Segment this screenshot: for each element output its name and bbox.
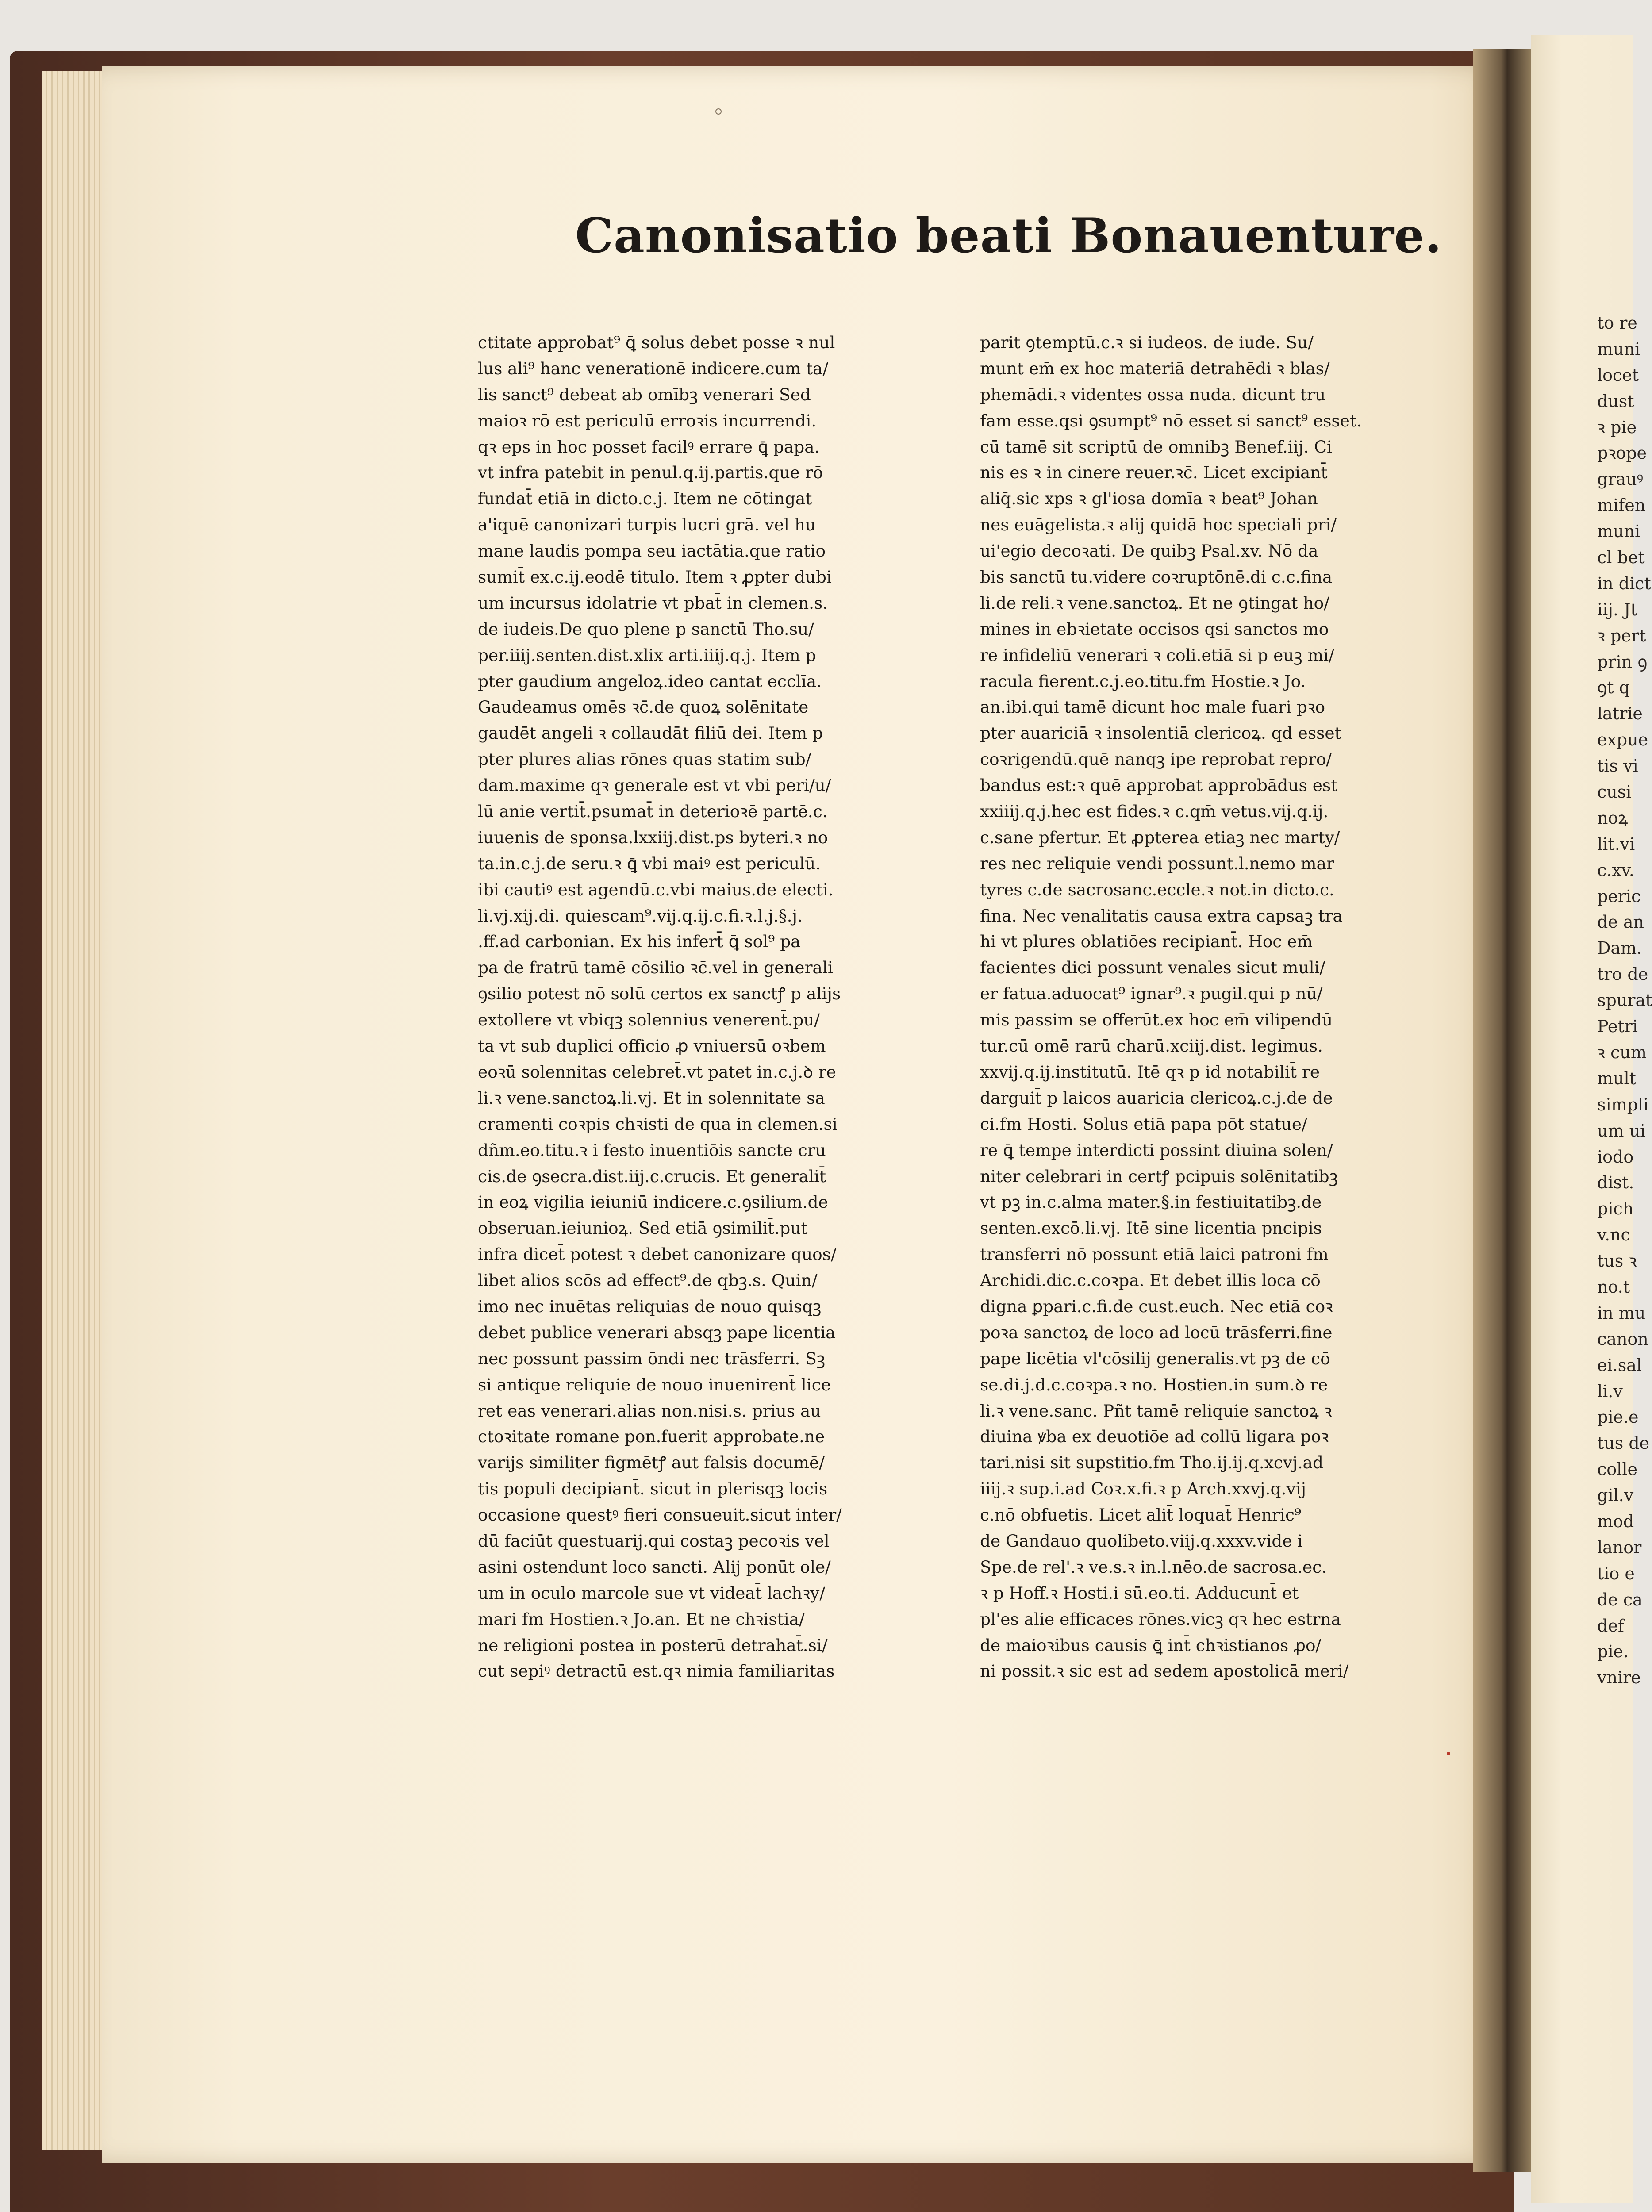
- text-line: se.di.j.d.c.coꝛpa.ꝛ no. Hostien.in sum.ꝺ re: [980, 1375, 1328, 1394]
- text-line: cū tamē sit scriptū de omnibꝫ Benef.iij. Ci: [980, 437, 1332, 457]
- text-line: nis es ꝛ in cinere reuer.ꝛc̄. Licet excipiant̄: [980, 463, 1328, 483]
- text-line: niter celebrari in certꝭ pcipuis solēnitatibꝫ: [980, 1166, 1338, 1186]
- margin-line: simpli: [1597, 1094, 1649, 1114]
- text-line: diuina ꝟba ex deuotiōe ad collū ligara poꝛ: [980, 1427, 1329, 1447]
- text-line: nec possunt passim ōndi nec trāsferri. Sꝫ: [478, 1348, 826, 1368]
- text-line: a'iquē canonizari turpis lucri grā. vel hu: [478, 515, 816, 535]
- margin-line: de ca: [1597, 1590, 1643, 1609]
- text-line: ta.in.c.j.de seru.ꝛ ꝗ̄ vbi maiꝰ est periculū.: [478, 853, 821, 873]
- text-line: transferri nō possunt etiā laici patroni fm: [980, 1244, 1329, 1264]
- text-line: cramenti coꝛpis chꝛisti de qua in clemen.si: [478, 1114, 838, 1134]
- text-line: racula fierent.c.j.eo.titu.fm Hostie.ꝛ Jo.: [980, 671, 1306, 691]
- text-line: cut sepiꝰ detractū est.qꝛ nimia familiaritas: [478, 1661, 835, 1681]
- margin-line: tro de: [1597, 964, 1648, 984]
- margin-line: def: [1597, 1616, 1624, 1636]
- margin-line: de an: [1597, 912, 1644, 932]
- margin-line: iij. Jt: [1597, 599, 1637, 619]
- margin-line: iodo: [1597, 1147, 1634, 1167]
- text-line: ꝛ p Hoff.ꝛ Hosti.i sū.eo.ti. Adducunt̄ et: [980, 1583, 1299, 1603]
- text-line: an.ibi.qui tamē dicunt hoc male fuari pꝛo: [980, 697, 1325, 717]
- text-line: li.vj.xij.di. quiescam⁹.vij.q.ij.c.fi.ꝛ.l.j.§.j.: [478, 906, 803, 926]
- text-line: iiij.ꝛ sup.i.ad Coꝛ.x.fi.ꝛ p Arch.xxvj.q.vij: [980, 1479, 1306, 1499]
- text-line: iuuenis de sponsa.lxxiij.dist.ps byteri.ꝛ no: [478, 827, 828, 847]
- right-text-column: [980, 330, 1449, 1684]
- text-line: vt infra patebit in penul.q.ij.partis.que rō: [478, 463, 823, 483]
- text-line: sumit̄ ex.c.ij.eodē titulo. Item ꝛ ꝓpter dubi: [478, 567, 832, 587]
- text-line: fundat̄ etiā in dicto.c.j. Item ne cōtingat: [478, 489, 812, 509]
- text-line: pa de fratrū tamē cōsilio ꝛc̄.vel in generali: [478, 958, 833, 978]
- margin-line: Petri: [1597, 1017, 1638, 1037]
- text-line: mane laudis pompa seu iactātia.que ratio: [478, 541, 826, 561]
- margin-line: noꝝ: [1597, 808, 1628, 828]
- text-line: er fatua.aduocat⁹ ignar⁹.ꝛ pugil.qui p nū/: [980, 984, 1323, 1004]
- margin-line: dist.: [1597, 1173, 1634, 1193]
- red-ink-mark: [1447, 1752, 1450, 1755]
- text-line: imo nec inuētas reliquias de nouo quisqꝫ: [478, 1296, 822, 1316]
- text-line: ne religioni postea in posterū detrahat̄.si/: [478, 1635, 828, 1655]
- text-line: bandus est:ꝛ quē approbat approbādus est: [980, 776, 1338, 795]
- text-line: tyres c.de sacrosanc.eccle.ꝛ not.in dicto.c.: [980, 879, 1334, 899]
- text-line: pape licētia vl'cōsilij generalis.vt pꝫ de cō: [980, 1348, 1330, 1368]
- text-line: pter auariciā ꝛ insolentiā clericoꝝ. qd esset: [980, 723, 1341, 743]
- margin-line: tis vi: [1597, 756, 1638, 776]
- text-line: ꝯsilio potest nō solū certos ex sanctꝭ p alijs: [478, 984, 841, 1004]
- text-line: ui'egio decoꝛati. De quibꝫ Psal.xv. Nō da: [980, 541, 1318, 561]
- text-line: re infideliū venerari ꝛ coli.etiā si p euꝫ mi/: [980, 645, 1334, 665]
- text-line: Spe.de rel'.ꝛ ve.s.ꝛ in.l.nēo.de sacrosa.ec.: [980, 1557, 1327, 1577]
- margin-line: pie.e: [1597, 1407, 1639, 1427]
- margin-line: latrie: [1597, 704, 1643, 724]
- text-line: ni possit.ꝛ sic est ad sedem apostolicā meri/: [980, 1661, 1349, 1681]
- text-line: mari fm Hostien.ꝛ Jo.an. Et ne chꝛistia/: [478, 1609, 805, 1629]
- margin-line: colle: [1597, 1459, 1637, 1479]
- margin-line: um ui: [1597, 1121, 1646, 1141]
- text-line: darguit̄ p laicos auaricia clericoꝝ.c.j.de de: [980, 1088, 1333, 1108]
- text-line: bis sanctū tu.videre coꝛruptōnē.di c.c.fina: [980, 567, 1333, 587]
- text-line: libet alios scōs ad effect⁹.de qbꝫ.s. Quin/: [478, 1271, 818, 1290]
- text-line: dñm.eo.titu.ꝛ i festo inuentiōis sancte cru: [478, 1140, 826, 1160]
- margin-line: v.nc: [1597, 1225, 1630, 1245]
- text-line: extollere vt vbiqꝫ solennius venerent̄.pu/: [478, 1010, 820, 1030]
- margin-line: mifen: [1597, 495, 1646, 515]
- text-line: ibi cautiꝰ est agendū.c.vbi maius.de electi.: [478, 879, 834, 899]
- text-line: in eoꝝ vigilia ieiuniū indicere.c.ꝯsilium.de: [478, 1192, 828, 1212]
- text-line: aliq̄.sic xps ꝛ gl'iosa domīa ꝛ beat⁹ Johan: [980, 489, 1318, 509]
- margin-line: prin ꝯ: [1597, 652, 1648, 672]
- margin-line: in dict: [1597, 573, 1651, 593]
- text-line: lis sanct⁹ debeat ab omībꝫ venerari Sed: [478, 384, 811, 404]
- text-line: ctoꝛitate romane pon.fuerit approbate.ne: [478, 1427, 825, 1447]
- text-line: mines in ebꝛietate occisos qsi sanctos mo: [980, 619, 1329, 639]
- text-line: cis.de ꝯsecra.dist.iij.c.crucis. Et generalit̄: [478, 1166, 826, 1186]
- text-line: de iudeis.De quo plene p sanctū Tho.su/: [478, 619, 814, 639]
- margin-line: ei.sal: [1597, 1355, 1642, 1375]
- text-line: fam esse.qsi ꝯsumpt⁹ nō esset si sanct⁹ esset.: [980, 411, 1362, 430]
- margin-line: grauꝰ: [1597, 469, 1644, 489]
- margin-line: tio e: [1597, 1563, 1635, 1583]
- text-line: si antique reliquie de nouo inuenirent̄ lice: [478, 1375, 831, 1394]
- margin-line: expue: [1597, 730, 1648, 750]
- margin-line: mult: [1597, 1068, 1636, 1088]
- left-text-column: [478, 330, 947, 1684]
- text-line: gaudēt angeli ꝛ collaudāt filiū dei. Item p: [478, 723, 823, 743]
- text-line: c.nō obfuetis. Licet alit̄ loquat̄ Henric⁹: [980, 1505, 1302, 1525]
- text-line: ta vt sub duplici officio ꝓ vniuersū oꝛbem: [478, 1036, 826, 1056]
- text-line: c.sane pfertur. Et ꝓpterea etiaꝫ nec marty/: [980, 827, 1340, 847]
- text-line: tur.cū omē rarū charū.xciij.dist. legimus.: [980, 1036, 1323, 1056]
- margin-line: pꝛope: [1597, 443, 1647, 463]
- text-line: de maioꝛibus causis ꝗ̄ int̄ chꝛistianos ꝓo/: [980, 1635, 1322, 1655]
- text-line: senten.excō.li.vj. Itē sine licentia pncipis: [980, 1218, 1322, 1238]
- text-line: li.ꝛ vene.sanctoꝝ.li.vj. Et in solennitate sa: [478, 1088, 825, 1108]
- text-line: ret eas venerari.alias non.nisi.s. prius au: [478, 1401, 821, 1421]
- text-line: lus ali⁹ hanc venerationē indicere.cum ta/: [478, 358, 829, 378]
- text-line: debet publice venerari absqꝫ pape licentia: [478, 1322, 836, 1342]
- text-line: res nec reliquie vendi possunt.l.nemo mar: [980, 853, 1334, 873]
- text-line: um incursus idolatrie vt pbat̄ in clemen.s.: [478, 593, 828, 613]
- margin-line: tus ꝛ: [1597, 1251, 1637, 1271]
- margin-line: gil.v: [1597, 1486, 1634, 1505]
- text-line: dam.maxime qꝛ generale est vt vbi peri/u/: [478, 776, 831, 795]
- text-line: um in oculo marcole sue vt videat̄ lachꝛy/: [478, 1583, 825, 1603]
- text-line: infra dicet̄ potest ꝛ debet canonizare quos/: [478, 1244, 837, 1264]
- margin-line: lanor: [1597, 1537, 1642, 1557]
- margin-line: to re: [1597, 313, 1637, 333]
- margin-line: ꝯt q: [1597, 678, 1630, 698]
- margin-line: muni: [1597, 339, 1640, 359]
- margin-line: pie.: [1597, 1642, 1629, 1662]
- margin-line: lit.vi: [1597, 834, 1635, 854]
- text-line: maioꝛ rō est periculū erroꝛis incurrendi.: [478, 411, 817, 430]
- text-line: hi vt plures oblatiōes recipiant̄. Hoc em̄: [980, 932, 1313, 952]
- text-line: vt pꝫ in.c.alma mater.§.in festiuitatibꝫ.de: [980, 1192, 1322, 1212]
- text-line: facientes dici possunt venales sicut muli/: [980, 958, 1325, 978]
- text-line: varijs similiter figmētꝭ aut falsis documē/: [478, 1453, 825, 1473]
- margin-line: canon: [1597, 1329, 1648, 1349]
- text-line: tis populi decipiant̄. sicut in plerisqꝫ locis: [478, 1479, 828, 1499]
- text-line: li.de reli.ꝛ vene.sanctoꝝ. Et ne ꝯtingat ho/: [980, 593, 1329, 613]
- margin-line: c.xv.: [1597, 860, 1634, 880]
- text-line: pl'es alie efficaces rōnes.vicꝫ qꝛ hec estrna: [980, 1609, 1341, 1629]
- text-line: dū faciūt questuarij.qui costaꝫ pecoꝛis vel: [478, 1531, 830, 1551]
- page-ornament-mark: [715, 108, 722, 115]
- text-line: asini ostendunt loco sancti. Alij ponūt ole/: [478, 1557, 831, 1577]
- margin-line: tus de: [1597, 1433, 1650, 1453]
- text-line: xxvij.q.ij.institutū. Itē qꝛ p id notabilit̄ re: [980, 1062, 1320, 1082]
- text-line: ctitate approbat⁹ ꝗ̄ solus debet posse ꝛ nul: [478, 333, 835, 352]
- next-page-margin-text: [1597, 310, 1652, 1690]
- text-line: pter plures alias rōnes quas statim sub/: [478, 749, 811, 769]
- margin-line: ꝛ cum: [1597, 1042, 1647, 1062]
- text-line: phemādi.ꝛ videntes ossa nuda. dicunt tru: [980, 384, 1326, 404]
- page-heading: Canonisatio beati Bonauenture.: [575, 208, 1442, 264]
- text-line: Archidi.dic.c.coꝛpa. Et debet illis loca cō: [980, 1271, 1321, 1290]
- text-line: Gaudeamus omēs ꝛc̄.de quoꝝ solēnitate: [478, 697, 809, 717]
- text-line: fina. Nec venalitatis causa extra capsaꝫ tra: [980, 906, 1343, 926]
- text-line: poꝛa sanctoꝝ de loco ad locū trāsferri.fine: [980, 1322, 1333, 1342]
- margin-line: cusi: [1597, 782, 1632, 802]
- text-line: mis passim se offerūt.ex hoc em̄ vilipendū: [980, 1010, 1333, 1030]
- margin-line: mod: [1597, 1511, 1634, 1531]
- text-line: tari.nisi sit supstitio.fm Tho.ij.ij.q.xcvj.ad: [980, 1453, 1324, 1473]
- text-line: de Gandauo quolibeto.viij.q.xxxv.vide i: [980, 1531, 1303, 1551]
- margin-line: cl bet: [1597, 548, 1645, 568]
- margin-line: Dam.: [1597, 938, 1642, 958]
- margin-line: spurat: [1597, 991, 1652, 1010]
- text-line: li.ꝛ vene.sanc. Pñt tamē reliquie sanctoꝝ ꝛ: [980, 1401, 1332, 1421]
- margin-line: pich: [1597, 1199, 1634, 1219]
- text-line: digna ꝑpari.c.fi.de cust.euch. Nec etiā coꝛ: [980, 1296, 1333, 1316]
- text-line: per.iiij.senten.dist.xlix arti.iiij.q.j. Item p: [478, 645, 816, 665]
- text-line: occasione questꝰ fieri consueuit.sicut inter/: [478, 1505, 842, 1525]
- text-line: xxiiij.q.j.hec est fides.ꝛ c.qm̄ vetus.vij.q.ij.: [980, 802, 1329, 822]
- book-gutter: [1473, 49, 1535, 2172]
- margin-line: no.t: [1597, 1277, 1630, 1297]
- text-line: re ꝗ̄ tempe interdicti possint diuina solen/: [980, 1140, 1333, 1160]
- margin-line: ꝛ pie: [1597, 417, 1637, 437]
- text-line: qꝛ eps in hoc posset facilꝰ errare ꝗ̄ papa.: [478, 437, 820, 457]
- margin-line: peric: [1597, 886, 1641, 906]
- text-line: pter gaudium angeloꝝ.ideo cantat ecclīa.: [478, 671, 822, 691]
- margin-line: vnire: [1597, 1668, 1641, 1688]
- text-line: munt em̄ ex hoc materiā detrahēdi ꝛ blas/: [980, 358, 1330, 378]
- margin-line: li.v: [1597, 1381, 1623, 1401]
- text-line: .ff.ad carbonian. Ex his infert̄ ꝗ̄ sol⁹ pa: [478, 932, 801, 952]
- text-line: parit ꝯtemptū.c.ꝛ si iudeos. de iude. Su/: [980, 333, 1314, 352]
- text-line: obseruan.ieiunioꝝ. Sed etiā ꝯsimilit̄.put: [478, 1218, 808, 1238]
- text-line: eoꝛū solennitas celebret̄.vt patet in.c.j.ꝺ re: [478, 1062, 836, 1082]
- text-line: coꝛrigendū.quē nanqꝫ ipe reprobat repro/: [980, 749, 1332, 769]
- margin-line: in mu: [1597, 1303, 1646, 1323]
- text-line: lū anie vertit̄.psumat̄ in deterioꝛē partē.c.: [478, 802, 828, 822]
- margin-line: ꝛ pert: [1597, 626, 1646, 645]
- margin-line: dust: [1597, 391, 1634, 411]
- text-line: nes euāgelista.ꝛ alij quidā hoc speciali pri/: [980, 515, 1337, 535]
- margin-line: muni: [1597, 522, 1640, 541]
- text-line: ci.fm Hosti. Solus etiā papa pōt statue/: [980, 1114, 1307, 1134]
- margin-line: locet: [1597, 365, 1639, 385]
